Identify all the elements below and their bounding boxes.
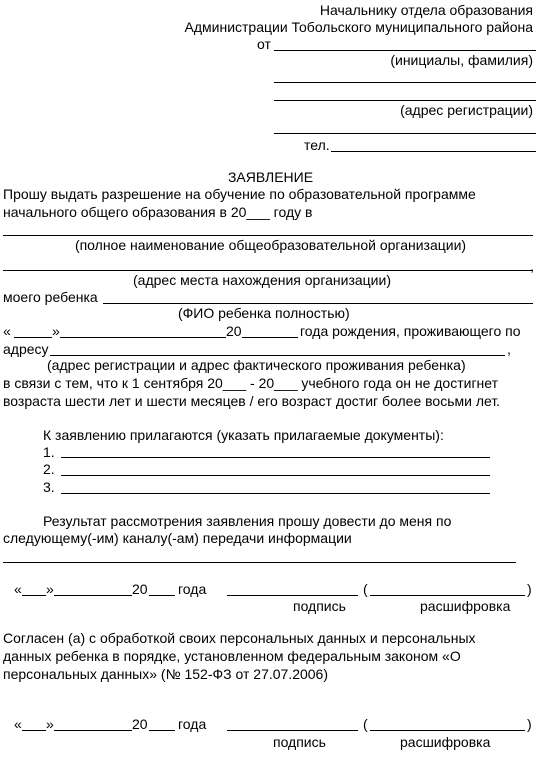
sign2-year-prefix: 20 — [132, 716, 148, 732]
registration-address-extra-field[interactable] — [274, 133, 536, 134]
sign1-year-field[interactable] — [149, 595, 175, 596]
sign2-day-field[interactable] — [22, 730, 46, 731]
result-line1: Результат рассмотрения заявления прошу довести до меня по — [43, 513, 452, 529]
sign1-paren-open: ( — [363, 581, 368, 597]
sign1-signature-hint: подпись — [293, 598, 346, 614]
child-label: моего ребенка — [3, 289, 98, 305]
birth-year-prefix: 20 — [226, 323, 242, 339]
sign1-month-field[interactable] — [54, 595, 132, 596]
birth-quote-close: » — [52, 323, 60, 339]
tel-label: тел. — [304, 137, 330, 153]
consent-line3: персональных данных» (№ 152-ФЗ от 27.07.2006) — [3, 666, 329, 682]
sign1-year-prefix: 20 — [132, 581, 148, 597]
reason-line2: возраста шести лет и шести месяцев / его возраст достиг более восьми лет. — [3, 393, 501, 409]
result-channel-field[interactable] — [3, 562, 516, 563]
consent-line2: данных ребенка в порядке, установленном федеральным законом «О — [3, 648, 461, 664]
reason-line1: в связи с тем, что к 1 сентября 20___ - 20___ учебного года он не достигнет — [3, 375, 499, 391]
sign2-year-suffix: года — [178, 716, 207, 732]
tel-field[interactable] — [331, 151, 536, 152]
header-recipient-line2: Администрации Тобольского муниципального района — [184, 19, 533, 35]
birth-text: года рождения, проживающего по — [300, 323, 521, 339]
sign1-date-quote-open: « — [14, 581, 22, 597]
child-name-field[interactable] — [103, 303, 533, 304]
sign2-date-quote-open: « — [14, 716, 22, 732]
consent-line1: Согласен (а) с обработкой своих персональных данных и персональных — [3, 630, 476, 646]
org-name-hint: (полное наименование общеобразовательной организации) — [74, 237, 467, 253]
sign1-paren-close: ) — [527, 581, 532, 597]
initials-hint: (инициалы, фамилия) — [390, 52, 533, 68]
request-line2: начального общего образования в 20___ году в — [3, 204, 313, 220]
sign1-year-suffix: года — [178, 581, 207, 597]
birth-quote-open: « — [3, 323, 11, 339]
sign2-decode-field[interactable] — [370, 730, 525, 731]
sign1-signature-field[interactable] — [227, 595, 358, 596]
sign1-day-field[interactable] — [22, 595, 46, 596]
sign1-decode-hint: расшифровка — [420, 598, 511, 614]
attachment-field-3[interactable] — [61, 493, 490, 494]
header-recipient-line1: Начальнику отдела образования — [319, 2, 533, 18]
sign1-date-quote-close: » — [46, 581, 54, 597]
attachment-field-2[interactable] — [61, 475, 490, 476]
attachment-number-3: 3. — [43, 479, 55, 495]
attachment-number-2: 2. — [43, 461, 55, 477]
name-extra-field[interactable] — [274, 82, 536, 83]
sign2-date-quote-close: » — [46, 716, 54, 732]
attachment-number-1: 1. — [43, 444, 55, 460]
address-label: адресу — [3, 341, 49, 357]
child-address-field[interactable] — [50, 355, 505, 356]
sign1-decode-field[interactable] — [370, 595, 525, 596]
attachment-field-1[interactable] — [61, 457, 490, 458]
sign2-year-field[interactable] — [149, 730, 175, 731]
from-label: от — [257, 36, 271, 52]
sign2-paren-close: ) — [527, 716, 532, 732]
org-name-field[interactable] — [3, 235, 533, 236]
birth-month-field[interactable] — [60, 337, 226, 338]
org-address-hint: (адрес места нахождения организации) — [133, 272, 391, 288]
attachments-intro: К заявлению прилагаются (указать прилагаемые документы): — [43, 427, 444, 443]
org-address-field[interactable] — [3, 270, 533, 271]
sign2-signature-hint: подпись — [273, 734, 326, 750]
registration-address-hint: (адрес регистрации) — [400, 102, 533, 118]
document-title: ЗАЯВЛЕНИЕ — [227, 169, 314, 185]
registration-address-field[interactable] — [274, 100, 536, 101]
sign2-month-field[interactable] — [54, 730, 132, 731]
org-address-comma: , — [530, 258, 534, 274]
sign2-signature-field[interactable] — [227, 730, 358, 731]
from-name-field[interactable] — [274, 50, 536, 51]
birth-day-field[interactable] — [14, 337, 52, 338]
child-address-comma: , — [507, 341, 511, 357]
request-line1: Прошу выдать разрешение на обучение по образовательной программе — [3, 186, 476, 202]
sign2-decode-hint: расшифровка — [400, 734, 491, 750]
child-address-hint: (адрес регистрации и адрес фактического проживания ребенка) — [47, 357, 466, 373]
result-line2: следующему(-им) каналу(-ам) передачи информации — [3, 530, 352, 546]
birth-year-field[interactable] — [242, 337, 298, 338]
sign2-paren-open: ( — [363, 716, 368, 732]
child-name-hint: (ФИО ребенка полностью) — [178, 305, 350, 321]
